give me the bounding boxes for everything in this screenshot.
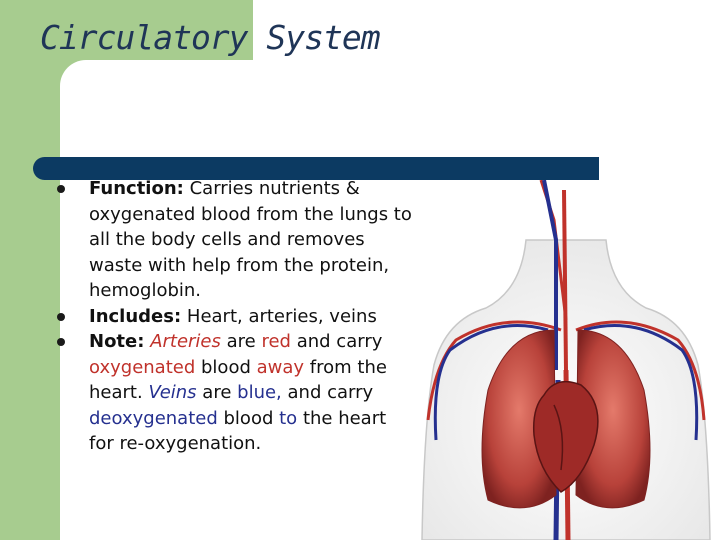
note-blue: blue,	[237, 382, 282, 403]
bullet-note	[53, 329, 413, 457]
note-text: are	[202, 382, 232, 403]
note-to: to	[279, 407, 298, 429]
note-text: and carry	[296, 331, 383, 352]
bullet-dot	[57, 338, 65, 346]
bullet-includes	[53, 304, 413, 330]
circulatory-system-illustration	[416, 180, 716, 540]
note-veins: Veins	[148, 382, 197, 403]
bullet-label: Note:	[89, 331, 145, 352]
note-away: away	[256, 356, 305, 378]
note-text: and carry	[287, 382, 374, 403]
bullet-dot	[57, 185, 65, 193]
bullet-function	[53, 176, 413, 304]
note-deoxygenated: deoxygenated	[89, 407, 218, 429]
bullet-label: Function:	[89, 178, 184, 199]
note-arteries: Arteries	[150, 331, 221, 352]
bullet-label: Includes:	[89, 305, 182, 327]
note-text: are	[226, 331, 256, 352]
bullet-text: Carries nutrients & oxygenated blood from the lungs to all the body cells and removes waste with help from the protein, hemoglobin.	[89, 178, 412, 301]
slide-title: Circulatory System	[40, 18, 380, 57]
note-text: the heart for re-oxygenation.	[89, 407, 387, 454]
note-oxygenated: oxygenated	[89, 356, 196, 378]
note-text: blood	[201, 356, 251, 378]
bullet-text: Heart, arteries, veins	[186, 305, 377, 327]
note-text: from the heart.	[89, 356, 387, 403]
note-red: red	[261, 331, 291, 352]
note-text: blood	[223, 407, 274, 429]
bullet-dot	[57, 313, 65, 321]
bullet-list	[53, 176, 413, 457]
